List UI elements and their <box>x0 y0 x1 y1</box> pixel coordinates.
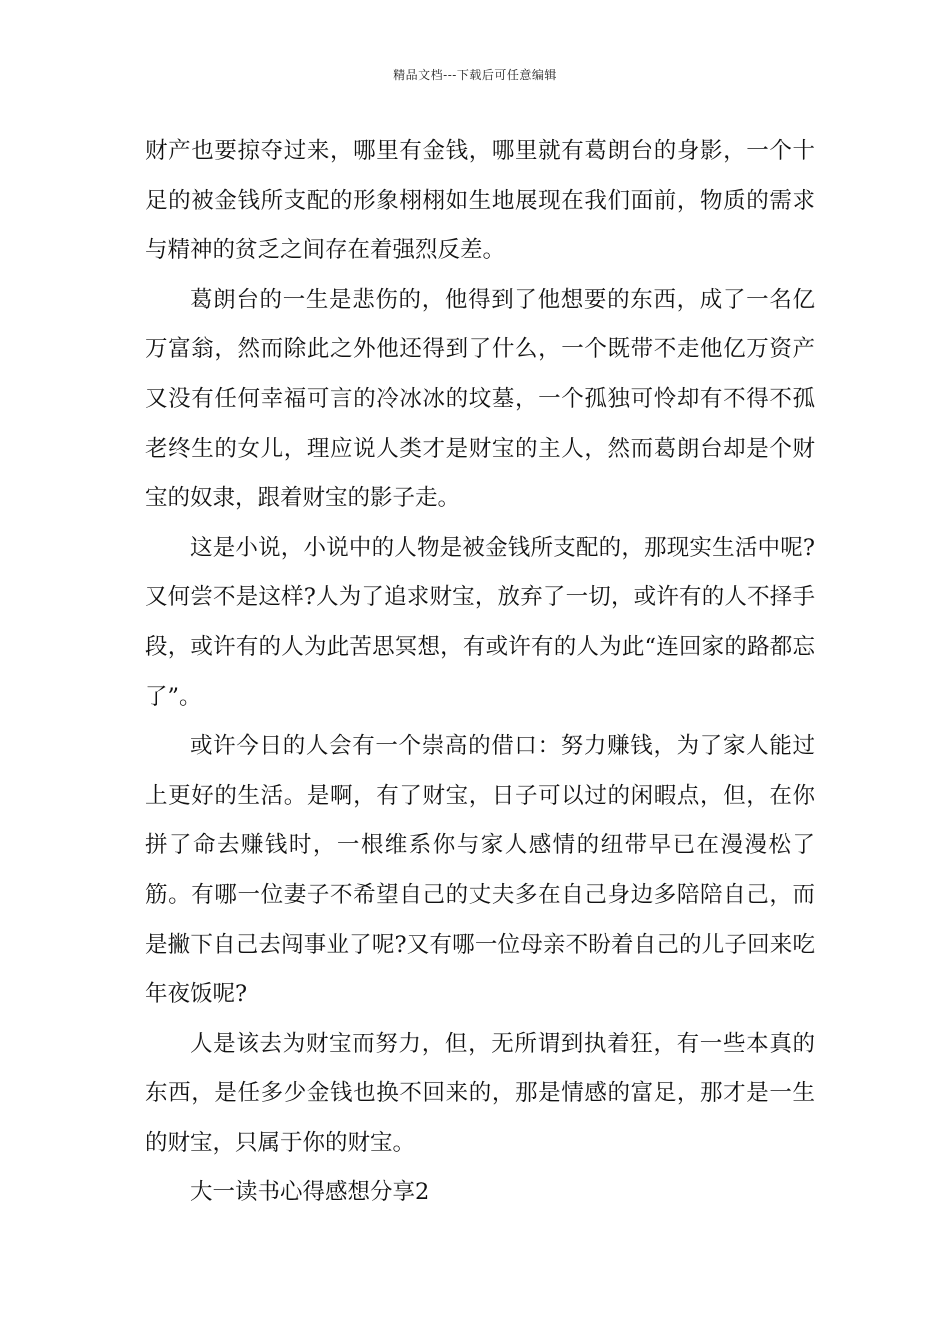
page-header: 精品文档---下载后可任意编辑 <box>393 68 557 82</box>
paragraph-4: 或许今日的人会有一个崇高的借口：努力赚钱，为了家人能过上更好的生活。是啊，有了财宝，日子可以过的闲暇点，但，在你拼了命去赚钱时，一根维系你与家人感情的纽带早已在漫漫松了筋。有哪一位妻子不希望自己的丈夫多在自己身边多陪陪自己，而是撇下自己去闯事业了呢?又有哪一位母亲不盼着自己的儿子回来吃年夜饭呢? <box>145 733 815 1008</box>
paragraph-1: 财产也要掠夺过来，哪里有金钱，哪里就有葛朗台的身影，一个十足的被金钱所支配的形象栩栩如生地展现在我们面前，物质的需求与精神的贫乏之间存在着强烈反差。 <box>145 138 815 264</box>
paragraph-2: 葛朗台的一生是悲伤的，他得到了他想要的东西，成了一名亿万富翁，然而除此之外他还得到了什么，一个既带不走他亿万资产又没有任何幸福可言的冷冰冰的坟墓，一个孤独可怜却有不得不孤老终生的女儿，理应说人类才是财宝的主人，然而葛朗台却是个财宝的奴隶，跟着财宝的影子走。 <box>145 286 815 512</box>
paragraph-3: 这是小说，小说中的人物是被金钱所支配的，那现实生活中呢?又何尝不是这样?人为了追求财宝，放弃了一切，或许有的人不择手段，或许有的人为此苦思冥想，有或许有的人为此“连回家的路都忘了”。 <box>145 534 815 710</box>
section-heading: 大一读书心得感想分享2 <box>190 1179 430 1206</box>
paragraph-5: 人是该去为财宝而努力，但，无所谓到执着狂，有一些本真的东西，是任多少金钱也换不回来的，那是情感的富足，那才是一生的财宝，只属于你的财宝。 <box>145 1030 815 1156</box>
document-body <box>145 127 815 1218</box>
